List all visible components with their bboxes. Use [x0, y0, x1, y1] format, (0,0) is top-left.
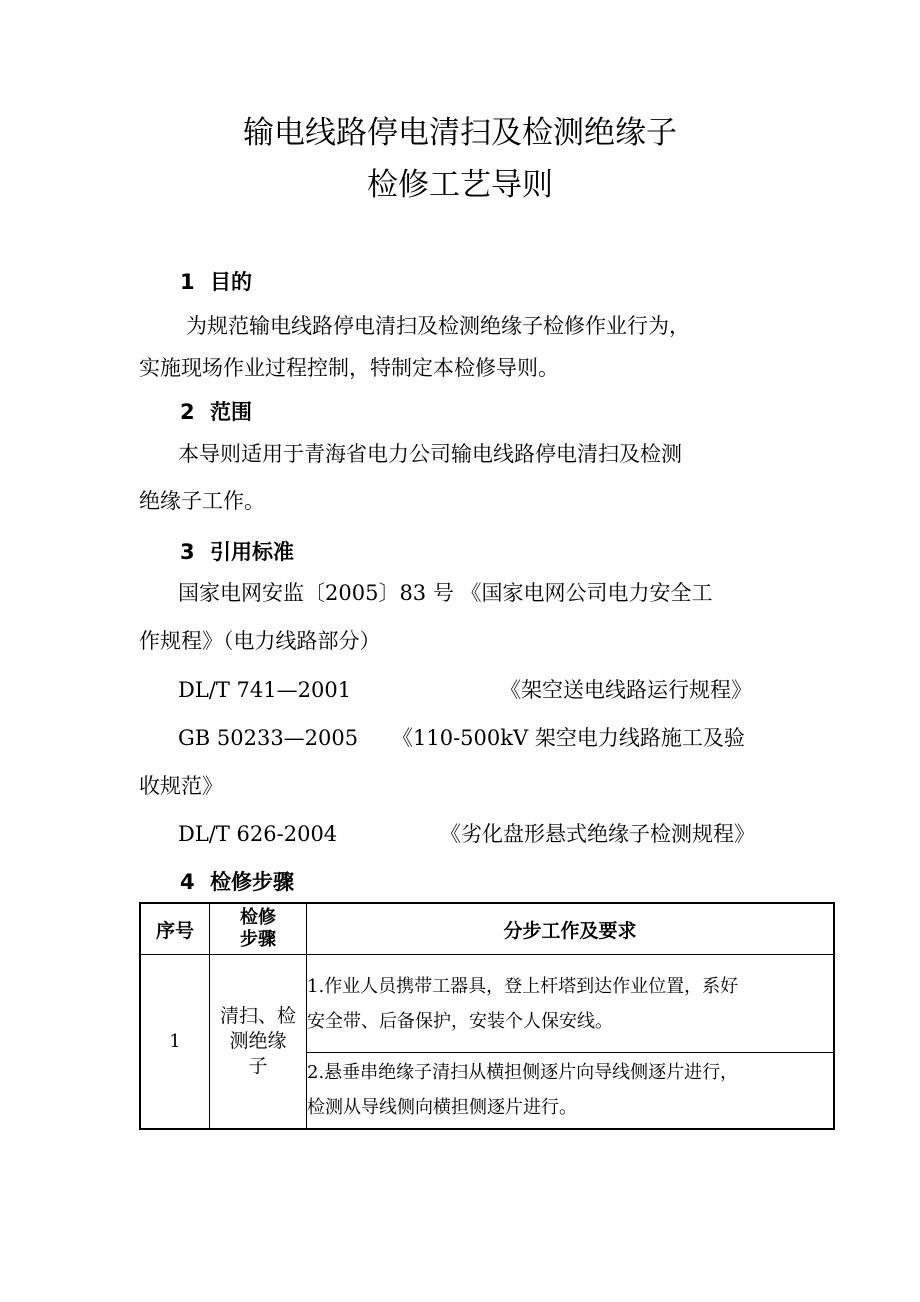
scope-text-line1: 本导则适用于青海省电力公司输电线路停电清扫及检测 — [178, 442, 682, 466]
section-heading-references — [180, 538, 294, 566]
row-step-line1: 清扫、检 — [219, 1004, 296, 1027]
section-title: 引用标准 — [210, 540, 294, 564]
section-number: 2 — [180, 400, 195, 424]
section-heading-scope — [180, 398, 252, 426]
references-text-line1: 国家电网安监〔2005〕83 号 《国家电网公司电力安全工 — [178, 581, 713, 605]
reference-code: GB 50233—2005 — [178, 726, 359, 750]
section-heading-steps — [180, 868, 294, 896]
row-step-line2: 测绝缘 — [229, 1029, 287, 1052]
reference-name: 《架空送电线路运行规程》 — [500, 678, 752, 702]
header-step-line2: 步骤 — [240, 929, 276, 950]
maintenance-steps-table — [139, 902, 835, 1130]
desc-line2: 检测从导线侧向横担侧逐片进行。 — [307, 1097, 577, 1119]
section-number: 3 — [180, 540, 195, 564]
section-title: 检修步骤 — [210, 870, 294, 894]
row-step-line3: 子 — [248, 1054, 268, 1077]
section-heading-purpose — [180, 268, 252, 296]
reference-code: DL/T 741—2001 — [178, 678, 352, 702]
header-desc: 分步工作及要求 — [307, 903, 835, 955]
row-desc-item — [307, 955, 835, 1053]
row-seq: 1 — [140, 955, 210, 1129]
reference-name-continued: 收规范》 — [139, 774, 223, 798]
reference-name: 《劣化盘形悬式绝缘子检测规程》 — [440, 822, 755, 846]
references-text-line2: 作规程》（电力线路部分） — [139, 629, 381, 653]
row-step — [210, 955, 307, 1129]
section-title: 范围 — [210, 400, 252, 424]
desc-line2: 安全带、后备保护，安装个人保安线。 — [307, 1010, 613, 1032]
document-title-line1: 输电线路停电清扫及检测绝缘子 — [243, 115, 677, 151]
reference-name: 《110-500kV 架空电力线路施工及验 — [392, 726, 745, 750]
header-step — [210, 903, 307, 955]
purpose-text-line2: 实施现场作业过程控制，特制定本检修导则。 — [139, 356, 559, 380]
header-step-line1: 检修 — [240, 907, 276, 928]
section-title: 目的 — [210, 270, 252, 294]
header-seq: 序号 — [140, 903, 210, 955]
document-title-line2: 检修工艺导则 — [367, 167, 553, 203]
row-desc-item — [307, 1053, 835, 1129]
table-header-row — [140, 903, 834, 955]
scope-text-line2: 绝缘子工作。 — [139, 489, 265, 513]
desc-line1: 1.作业人员携带工器具，登上杆塔到达作业位置，系好 — [307, 975, 739, 997]
purpose-text-line1: 为规范输电线路停电清扫及检测绝缘子检修作业行为， — [186, 314, 690, 338]
section-number: 4 — [180, 870, 195, 894]
reference-code: DL/T 626-2004 — [178, 822, 338, 846]
table-row — [140, 955, 834, 1053]
section-number: 1 — [180, 270, 195, 294]
desc-line1: 2.悬垂串绝缘子清扫从横担侧逐片向导线侧逐片进行， — [307, 1062, 739, 1084]
